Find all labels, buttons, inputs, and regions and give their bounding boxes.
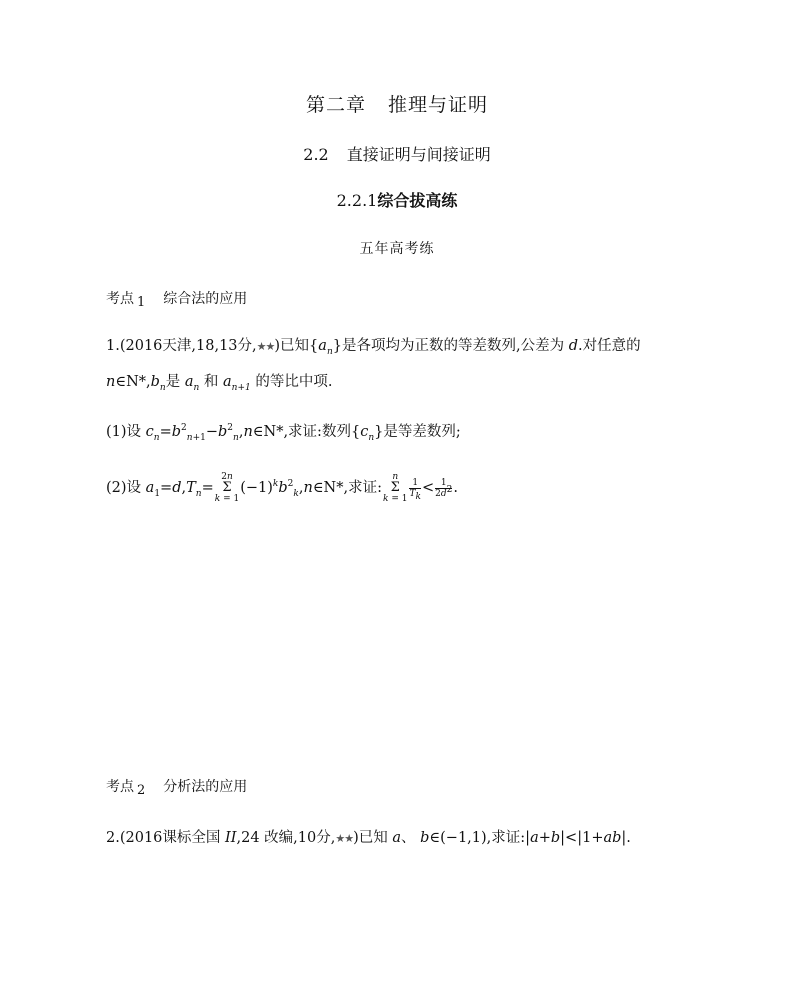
q1-source-open: (2016天津,18,13分, [119, 338, 257, 354]
q1-part1-text: ,求证:数列 [283, 424, 351, 440]
chapter-title: 推理与证明 [388, 94, 489, 116]
question-1-line-2: $n\in N*,b_n$是 $a_n$ 和 $a_{n+1}$ 的等比中项. [106, 374, 333, 393]
q2-text-3: ,求证: [486, 830, 526, 846]
q1-part1-label: (1)设 [106, 424, 142, 440]
chapter-heading [0, 90, 794, 117]
kaodian-1-heading [106, 288, 247, 308]
q2-source-rest: ,24 改编,10分, [236, 830, 336, 846]
subsection-number: 2.2.1 [336, 191, 378, 210]
fraction: $\frac{1}{2d^2}$ [435, 477, 453, 499]
question-1-line-1: 1.(2016天津,18,13分,★★)已知$\{a_n\}$是各项均为正数的等差数列,公差为 d.对任意的 [106, 338, 641, 357]
kaodian-1-title: 综合法的应用 [163, 291, 248, 307]
summation-sign: 2n Σ k = 1 [214, 472, 240, 504]
q2-source-roman: II [225, 830, 237, 846]
section-heading [0, 142, 794, 165]
kaodian-1-num: 1 [137, 295, 146, 310]
q1-part2-text: ,求证: [343, 480, 382, 496]
q2-text-1: 已知 [358, 830, 388, 846]
q1-text-4: 是 [165, 374, 181, 390]
q2-number: 2. [106, 830, 120, 846]
q1-text-5: 和 [203, 374, 219, 390]
kaodian-2-num: 2 [137, 783, 146, 798]
practice-subtitle: 五年高考练 [359, 241, 435, 257]
question-1-part-1: (1)设 $c_n=b^2_{n+1}-b^2_n,n\in N*$,求证:数列$\{c_n\}$是等差数列; [106, 423, 461, 443]
q2-text-2: 、 [401, 830, 416, 846]
section-title: 直接证明与间接证明 [346, 145, 491, 164]
kaodian-2-heading [106, 776, 247, 796]
subsection-title: 综合拔高练 [377, 191, 458, 210]
q2-source-open: (2016课标全国 [119, 830, 221, 846]
q1-text-2: 是各项均为正数的等差数列,公差为 [341, 338, 565, 354]
kaodian-1-label: 考点 [106, 291, 134, 307]
fraction: $\frac{1}{T_k}$ [409, 477, 421, 502]
difficulty-star-icon: ★★ [335, 832, 354, 845]
q1-text-1: 已知 [280, 338, 310, 354]
subsection-heading [0, 188, 794, 211]
difficulty-star-icon: ★★ [256, 340, 275, 353]
question-1-part-2: (2)设 $a_1=d,T_n=$ 2n Σ k = 1 $(-1)^kb^2_k,n\in N*$,求证: n Σ k = 1 $\frac{1}{T_k}$ < $\frac{1}{2d^2}$ . [106, 472, 458, 504]
kaodian-2-title: 分析法的应用 [163, 779, 248, 795]
q2-source-close: ) [353, 830, 359, 846]
q1-text-3: .对任意的 [577, 338, 641, 354]
q1-part1-end: 是等差数列; [383, 424, 461, 440]
section-number: 2.2 [303, 145, 329, 164]
q1-source-close: ) [274, 338, 281, 354]
kaodian-2-label: 考点 [106, 779, 134, 795]
summation-sign: n Σ k = 1 [383, 472, 408, 504]
q1-part2-label: (2)设 [106, 480, 142, 496]
question-2-line-1: 2.(2016课标全国 II,24 改编,10分,★★)已知 a、 b∈(−1,1),求证:|a+b|<|1+ab|. [106, 830, 631, 846]
q1-text-6: 的等比中项. [255, 374, 333, 390]
q1-number: 1. [106, 338, 120, 354]
chapter-label: 第二章 [305, 94, 366, 116]
